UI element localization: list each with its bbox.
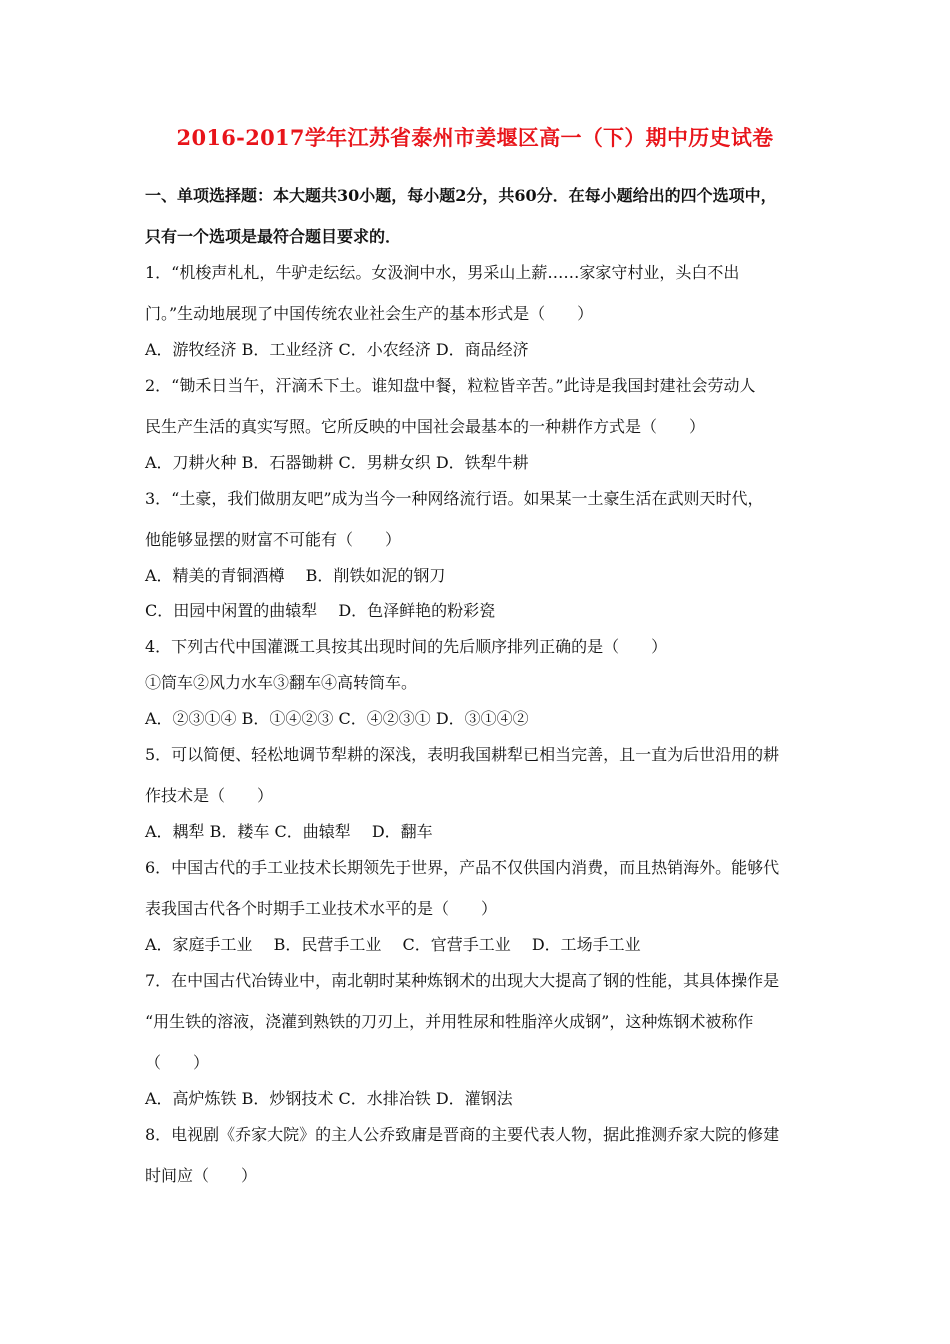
question-7-stem: 7．在中国古代冶铸业中，南北朝时某种炼钢术的出现大大提高了钢的性能，其具体操作是 <box>145 971 780 990</box>
section-header-line: 一、单项选择题：本大题共30小题，每小题2分，共60分．在每小题给出的四个选项中， <box>145 186 777 205</box>
question-4-stem: ①筒车②风力水车③翻车④高转筒车。 <box>145 673 418 692</box>
question-3-options: C．田园中闲置的曲辕犁 D．色泽鲜艳的粉彩瓷 <box>145 601 496 620</box>
question-7-options: A．高炉炼铁 B．炒钢技术 C．水排冶铁 D．灌钢法 <box>145 1089 513 1108</box>
question-1-stem: 1．“机梭声札札，牛驴走纭纭。女汲涧中水，男采山上薪……家家守村业，头白不出 <box>145 263 740 282</box>
question-2-stem: 2．“锄禾日当午，汗滴禾下土。谁知盘中餐，粒粒皆辛苦。”此诗是我国封建社会劳动人 <box>145 376 756 395</box>
question-5-stem: 5．可以简便、轻松地调节犁耕的深浅，表明我国耕犁已相当完善，且一直为后世沿用的耕 <box>145 745 780 764</box>
question-5-stem: 作技术是（ ） <box>145 786 274 805</box>
question-6-options: A．家庭手工业 B．民营手工业 C．官营手工业 D．工场手工业 <box>145 935 641 954</box>
question-8-stem: 时间应（ ） <box>145 1166 258 1185</box>
question-6-stem: 表我国古代各个时期手工业技术水平的是（ ） <box>145 899 498 918</box>
question-7-stem: （ ） <box>145 1053 210 1072</box>
question-4-options: A．②③①④ B．①④②③ C．④②③① D．③①④② <box>145 709 529 728</box>
question-4-stem: 4．下列古代中国灌溉工具按其出现时间的先后顺序排列正确的是（ ） <box>145 637 668 656</box>
question-2-stem: 民生产生活的真实写照。它所反映的中国社会最基本的一种耕作方式是（ ） <box>145 417 706 436</box>
question-6-stem: 6．中国古代的手工业技术长期领先于世界，产品不仅供国内消费，而且热销海外。能够代 <box>145 858 780 877</box>
question-3-stem: 他能够显摆的财富不可能有（ ） <box>145 530 402 549</box>
question-8-stem: 8．电视剧《乔家大院》的主人公乔致庸是晋商的主要代表人物，据此推测乔家大院的修建 <box>145 1125 780 1144</box>
question-1-options: A．游牧经济 B．工业经济 C．小农经济 D．商品经济 <box>145 340 529 359</box>
question-1-stem: 门。”生动地展现了中国传统农业社会生产的基本形式是（ ） <box>145 304 594 323</box>
question-7-stem: “用生铁的溶液，浇灌到熟铁的刀刃上，并用牲尿和牲脂淬火成钢”，这种炼钢术被称作 <box>145 1012 754 1031</box>
exam-title: 2016-2017学年江苏省泰州市姜堰区高一（下）期中历史试卷 <box>176 125 774 150</box>
question-3-options: A．精美的青铜酒樽 B．削铁如泥的钢刀 <box>145 566 446 585</box>
question-2-options: A．刀耕火种 B．石器锄耕 C．男耕女织 D．铁犁牛耕 <box>145 453 529 472</box>
question-3-stem: 3．“土豪，我们做朋友吧”成为当今一种网络流行语。如果某一土豪生活在武则天时代， <box>145 489 764 508</box>
question-5-options: A．耦犁 B．耧车 C．曲辕犁 D．翻车 <box>145 822 433 841</box>
section-header-line: 只有一个选项是最符合题目要求的． <box>145 227 402 246</box>
